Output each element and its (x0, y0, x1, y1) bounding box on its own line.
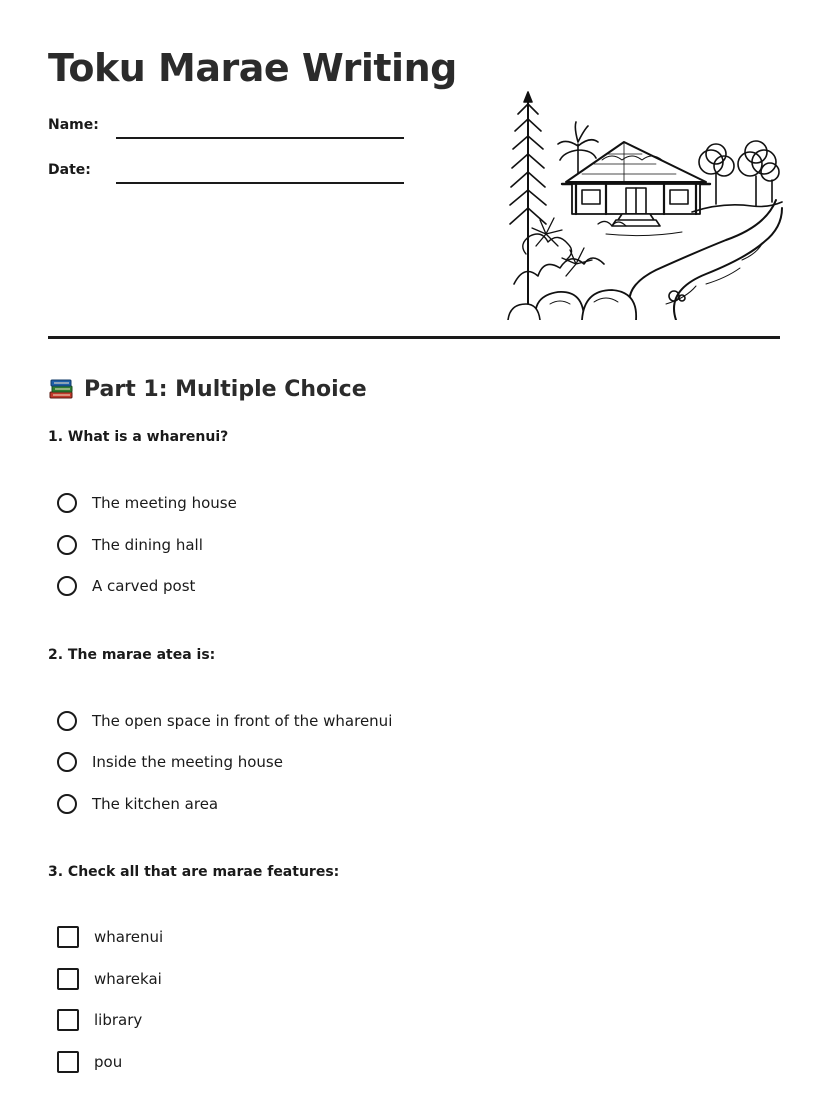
question-2-text: 2. The marae atea is: (48, 647, 216, 663)
option-label: The meeting house (92, 494, 237, 512)
option-label: The kitchen area (92, 795, 219, 813)
question-1-text: 1. What is a wharenui? (48, 429, 229, 445)
option-label: library (94, 1011, 143, 1029)
option-label: Inside the meeting house (92, 753, 283, 771)
name-write-line[interactable] (116, 137, 404, 139)
question-2-option-1[interactable] (57, 709, 392, 733)
checkbox[interactable] (57, 1051, 79, 1073)
question-3-option-2[interactable] (57, 967, 162, 991)
date-label: Date: (48, 162, 91, 178)
radio-button[interactable] (57, 576, 77, 596)
radio-button[interactable] (57, 752, 77, 772)
question-1-option-1[interactable] (57, 491, 237, 515)
option-label: pou (94, 1053, 123, 1071)
question-1-option-3[interactable] (57, 574, 195, 598)
option-label: The open space in front of the wharenui (92, 712, 393, 730)
question-1-option-2[interactable] (57, 533, 203, 557)
date-write-line[interactable] (116, 182, 404, 184)
question-3-option-4[interactable] (57, 1050, 122, 1074)
name-label: Name: (48, 117, 99, 133)
marae-illustration (506, 84, 784, 320)
radio-button[interactable] (57, 794, 77, 814)
question-3-option-1[interactable] (57, 925, 163, 949)
page-title: Toku Marae Writing (48, 46, 457, 90)
option-label: A carved post (92, 577, 196, 595)
section-divider (48, 336, 780, 339)
question-3-text: 3. Check all that are marae features: (48, 864, 340, 880)
section-heading-part-1 (48, 374, 367, 404)
question-2-option-2[interactable] (57, 750, 283, 774)
radio-button[interactable] (57, 535, 77, 555)
option-label: wharenui (94, 928, 164, 946)
radio-button[interactable] (57, 493, 77, 513)
books-icon (48, 377, 74, 401)
checkbox[interactable] (57, 968, 79, 990)
checkbox[interactable] (57, 1009, 79, 1031)
question-3-option-3[interactable] (57, 1008, 142, 1032)
option-label: wharekai (94, 970, 162, 988)
section-heading-text: Part 1: Multiple Choice (84, 376, 367, 402)
option-label: The dining hall (92, 536, 203, 554)
radio-button[interactable] (57, 711, 77, 731)
checkbox[interactable] (57, 926, 79, 948)
question-2-option-3[interactable] (57, 792, 218, 816)
